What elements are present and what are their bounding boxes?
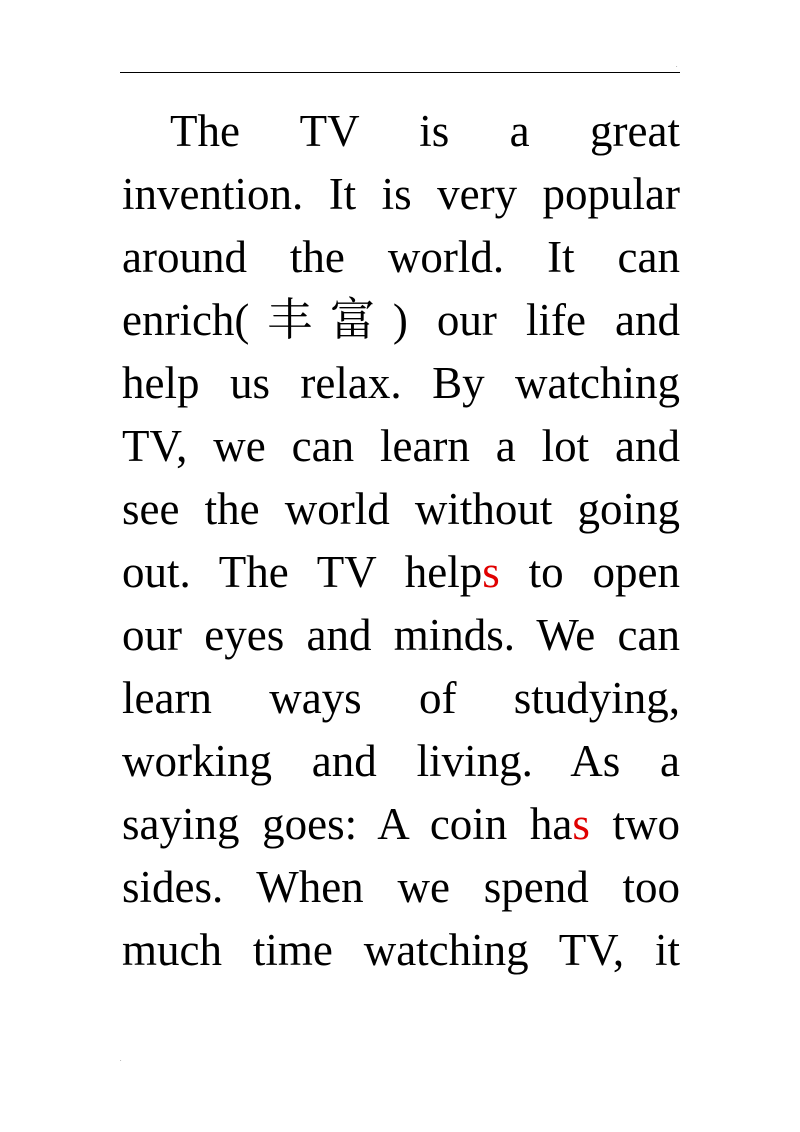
essay-line [122, 541, 680, 604]
essay-line: TV, we can learn a lot and [122, 421, 680, 471]
line-text-after: two [589, 799, 680, 849]
essay-line: help us relax. By watching [122, 358, 680, 408]
line-text-after: to open [499, 547, 680, 597]
essay-line: invention. It is very popular [122, 169, 680, 219]
highlighted-letter: s [572, 799, 590, 849]
essay-line: learn ways of studying, [122, 673, 680, 723]
essay-line: working and living. As a [122, 736, 680, 786]
line-text-before: saying goes: A coin ha [122, 799, 573, 849]
highlighted-letter: s [482, 547, 500, 597]
essay-line: around the world. It can [122, 232, 680, 282]
essay-line [122, 793, 680, 856]
essay-body [122, 100, 680, 982]
essay-line: enrich(丰富) our life and [122, 295, 680, 345]
essay-line: our eyes and minds. We can [122, 610, 680, 660]
essay-line: see the world without going [122, 484, 680, 534]
essay-line: much time watching TV, it [122, 925, 680, 975]
essay-line: The TV is a great [170, 106, 680, 156]
header-rule [120, 72, 680, 73]
header-mark: . [676, 63, 678, 69]
essay-line: sides. When we spend too [122, 862, 680, 912]
footer-mark: . [120, 1057, 122, 1063]
line-text-before: out. The TV help [122, 547, 483, 597]
